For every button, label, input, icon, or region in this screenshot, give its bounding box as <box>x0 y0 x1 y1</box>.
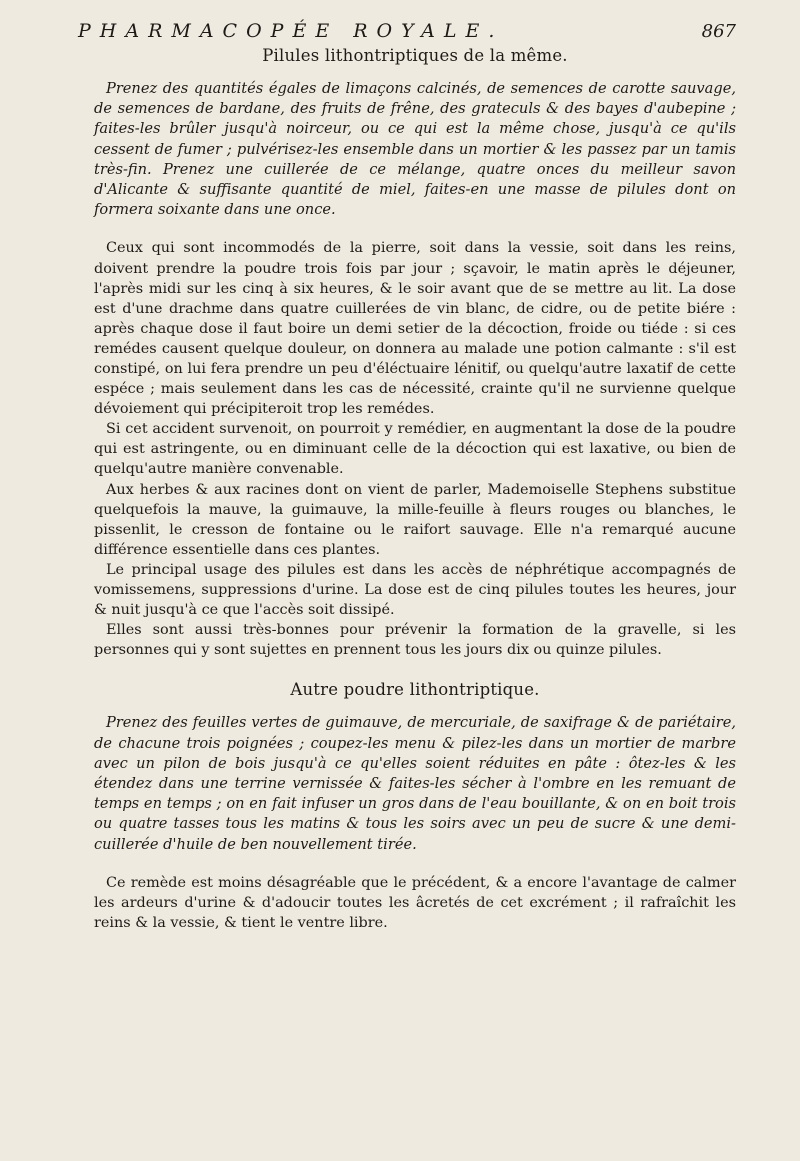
body-paragraph: Ce remède est moins désagréable que le précédent, & a encore l'avantage de calmer les ardeurs d'urine & d'adoucir toutes les âcretés de cet excrément ; il rafraîchit les reins & la vessie, & tient le ventre libre. <box>94 874 736 931</box>
body-paragraph: Aux herbes & aux racines dont on vient de parler, Mademoiselle Stephens substitue quelquefois la mauve, la guimauve, la mille-feuille à fleurs rouges ou blanches, le pissenlit, le cresson de fontaine ou le raifort sauvage. Elle n'a remarqué aucune différence essentielle dans ces plantes. <box>94 481 736 558</box>
page-number: 867 <box>701 21 736 42</box>
body-paragraph: Si cet accident survenoit, on pourroit y remédier, en augmentant la dose de la poudre qui est astringente, ou en diminuant celle de la décoction qui est laxative, ou bien de quelqu'autre manière convenable. <box>94 421 736 478</box>
section-heading: Pilules lithontriptiques de la même. <box>262 46 568 65</box>
body-paragraph: Elles sont aussi très-bonnes pour prévenir la formation de la gravelle, si les personnes qui y sont sujettes en prennent tous les jours dix ou quinze pilules. <box>94 622 736 659</box>
recipe-text: Prenez des feuilles vertes de guimauve, de mercuriale, de saxifrage & de pariétaire, de chacune trois poignées ; coupez-les menu & pilez-les dans un mortier de marbre avec un pilon de bois jusqu'à ce qu'elles soient réduites en pâte : ôtez-les & les étendez dans une terrine vernissée & faites-les sécher à l'ombre en les remuant de temps en temps ; on en fait infuser un gros dans de l'eau bouillante, & on en boit trois ou quatre tasses tous les matins & tous les soirs avec un peu de sucre & une demi-cuillerée d'huile de ben nouvellement tirée. <box>94 714 736 853</box>
page-header <box>78 0 736 42</box>
section-spacer <box>94 660 736 676</box>
body-paragraph: Le principal usage des pilules est dans les accès de néphrétique accompagnés de vomissemens, suppressions d'urine. La dose est de cinq pilules toutes les heures, jour & nuit jusqu'à ce que l'accès soit dissipé. <box>94 561 736 619</box>
running-title: PHARMACOPÉE ROYALE. <box>78 20 504 42</box>
recipe-text: Prenez des quantités égales de limaçons calcinés, de semences de carotte sauvage, de semences de bardane, des fruits de frêne, des grateculs & des bayes d'aubepine ; faites-les brûler jusqu'à noirceur, ou ce qui est la même chose, jusqu'à ce qu'ils cessent de fumer ; pulvérisez-les ensemble dans un mortier & les passez par un tamis très-fin. Prenez une cuillerée de ce mélange, quatre onces du meilleur savon d'Alicante & suffisante quantité de miel, faites-en une masse de pilules dont on formera soixante dans une once. <box>94 80 736 219</box>
body-paragraph: Ceux qui sont incommodés de la pierre, soit dans la vessie, soit dans les reins, doivent prendre la poudre trois fois par jour ; sçavoir, le matin après le déjeuner, l'après midi sur les cinq à six heures, & le soir avant que de se mettre au lit. La dose est d'une drachme dans quatre cuillerées de vin blanc, de cidre, ou de petite biére : après chaque dose il faut boire un demi setier de la décoction, froide ou tiéde : si ces remédes causent quelque douleur, on donnera au malade une potion calmante : s'il est constipé, on lui fera prendre un peu d'éléctuaire lénitif, ou quelqu'autre laxatif de cette espéce ; mais seulement dans les cas de nécessité, crainte qu'il ne survienne quelque dévoiement qui précipiteroit trop les remédes. <box>94 240 736 418</box>
section-heading: Autre poudre lithontriptique. <box>290 680 540 700</box>
